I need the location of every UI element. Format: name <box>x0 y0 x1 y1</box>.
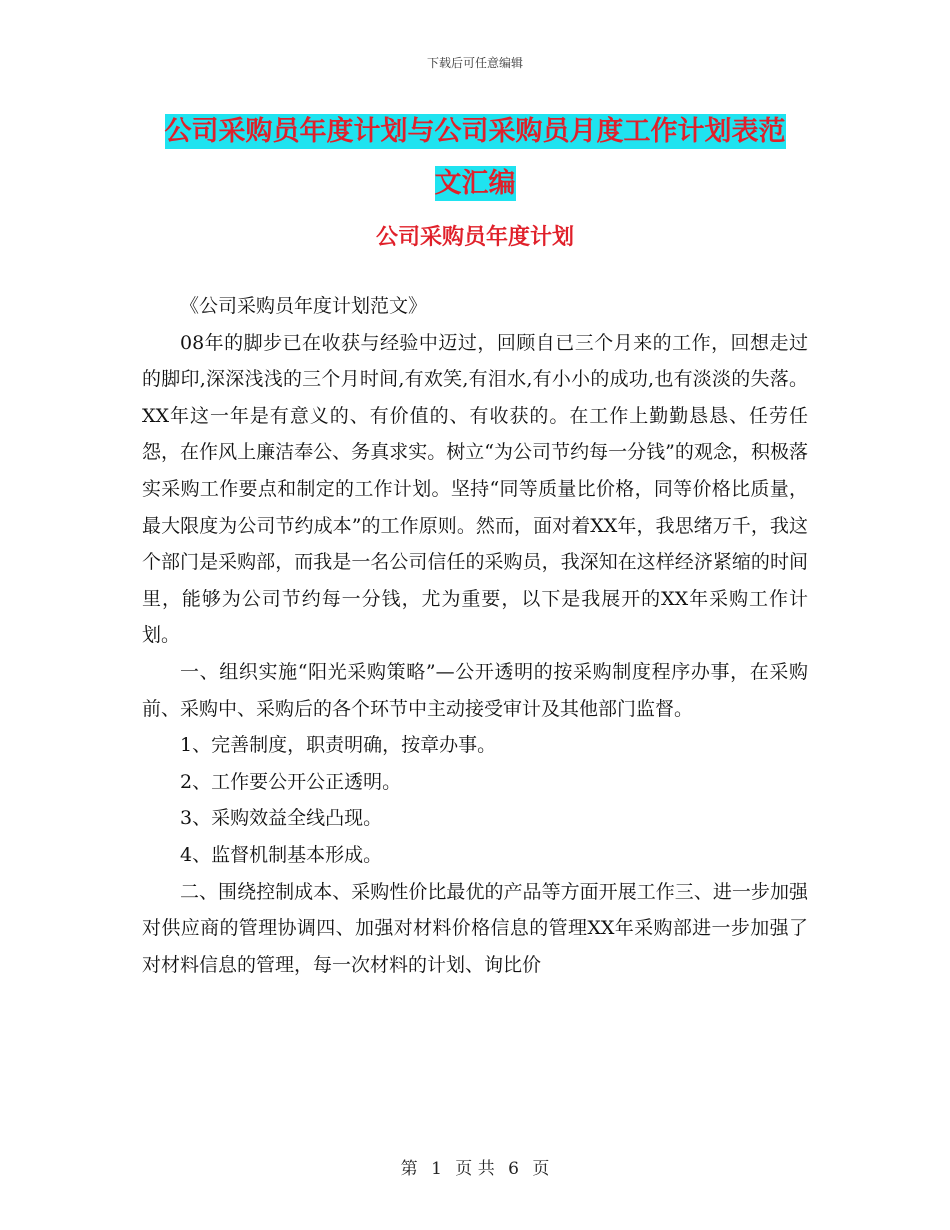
footer-middle: 页 共 <box>455 1159 495 1179</box>
paragraph: 二、围绕控制成本、采购性价比最优的产品等方面开展工作三、进一步加强对供应商的管理协调四、加强对材料价格信息的管理XX年采购部进一步加强了对材料信息的管理，每一次材料的计划、询比价 <box>142 880 808 976</box>
paragraph: 一、组织实施“阳光采购策略”—公开透明的按采购制度程序办事，在采购前、采购中、采购后的各个环节中主动接受审计及其他部门监督。 <box>142 660 808 720</box>
paragraph: 3、采购效益全线凸现。 <box>180 807 383 830</box>
page-number: 1 <box>431 1159 442 1179</box>
title-line-1: 公司采购员年度计划与公司采购员月度工作计划表范 <box>164 116 786 147</box>
document-title <box>130 106 820 210</box>
page-total: 6 <box>508 1159 519 1179</box>
page-footer <box>0 1154 950 1179</box>
paragraph: 《公司采购员年度计划范文》 <box>180 295 428 317</box>
paragraph: 08年的脚步已在收获与经验中迈过，回顾自已三个月来的工作，回想走过的脚印,深深浅浅的三个月时间,有欢笑,有泪水,有小小的成功,也有淡淡的失落。XX年这一年是有意义的、有价值的、有收获的。在工作上勤勤恳恳、任劳任怨，在作风上廉洁奉公、务真求实。树立“为公司节约每一分钱”的观念，积极落实采购工作要点和制定的工作计划。坚持“同等质量比价格，同等价格比质量，最大限度为公司节约成本”的工作原则。然而，面对着XX年，我思绪万千，我这个部门是采购部，而我是一名公司信任的采购员，我深知在这样经济紧缩的时间里，能够为公司节约每一分钱，尤为重要，以下是我展开的XX年采购工作计划。 <box>142 331 808 647</box>
paragraph: 2、工作要公开公正透明。 <box>180 770 402 793</box>
document-body <box>142 288 808 983</box>
page-header: 下载后可任意编辑 <box>426 56 523 70</box>
footer-suffix: 页 <box>532 1159 550 1179</box>
paragraph: 4、监督机制基本形成。 <box>180 843 383 866</box>
paragraph: 1、完善制度，职责明确，按章办事。 <box>180 734 497 757</box>
footer-prefix: 第 <box>400 1159 418 1179</box>
title-line-2: 文汇编 <box>434 168 516 199</box>
section-heading: 公司采购员年度计划 <box>375 225 574 250</box>
